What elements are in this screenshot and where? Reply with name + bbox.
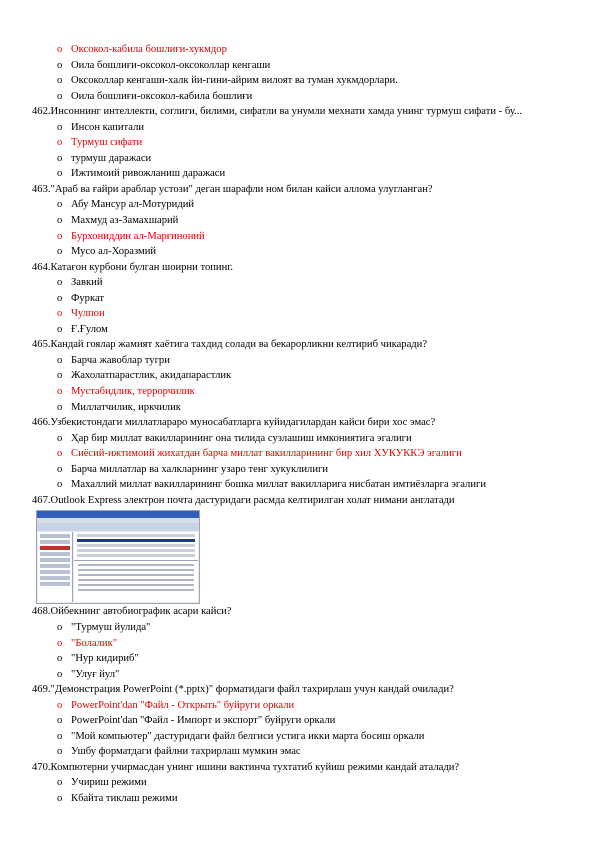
question-text: 463."Араб ва ғайри араблар устози" деган шарафли ном билан кайси аллома улугланган?: [32, 183, 433, 195]
answer-text: Барча жавоблар тугри: [71, 354, 170, 366]
answer-text: Фуркат: [71, 292, 105, 304]
bullet-icon: o: [57, 354, 63, 366]
answer-text: Оксоколлар кенгаши-халк йи-гини-айрим вилоят ва туман хукмдорлари.: [71, 75, 398, 87]
answer-text: Турмуш сифати: [71, 137, 143, 149]
answer-text: "Нур кидириб": [71, 653, 139, 665]
bullet-icon: o: [57, 246, 63, 258]
answer-text: Ҳар бир миллат вакилларининг она тилида сузлашиш имкониятига эгалиги: [71, 432, 412, 444]
bullet-icon: o: [57, 292, 63, 304]
answer-text: Оксокол-кабила бошлиғи-хукмдор: [71, 44, 227, 55]
bullet-icon: o: [57, 121, 63, 133]
answer-option: [32, 620, 572, 636]
bullet-icon: o: [57, 699, 63, 711]
question-text: 464.Катағон курбони булган шоирни топинг.: [32, 261, 234, 273]
answer-text: Барча миллатлар ва халкларнинг узаро тенг хукуклилиги: [71, 463, 329, 475]
document-body: [32, 42, 572, 807]
bullet-icon: o: [57, 777, 63, 789]
answer-option: [32, 73, 572, 89]
answer-option: [32, 744, 572, 760]
answer-option: [32, 791, 572, 807]
bullet-icon: o: [57, 230, 63, 242]
bullet-icon: o: [57, 168, 63, 180]
question-text: 466.Узбекистондаги миллатлараро муносабатларга куйидагилардан кайси бири хос эмас?: [32, 417, 436, 429]
answer-text: Жахолатпарастлик, акидапарастлик: [71, 370, 232, 382]
bullet-icon: o: [57, 715, 63, 727]
answer-text: Оила бошлиғи-оксокол-кабила бошлиғи: [71, 90, 253, 102]
answer-text: Мусо ал-Хоразмий: [71, 246, 157, 258]
question-text: 469."Демонстрация PowerPoint (*.pptx)" форматидаги файл тахрирлаш учун кандай очилади?: [32, 684, 454, 696]
answer-option: [32, 462, 572, 478]
bullet-icon: o: [57, 668, 63, 680]
bullet-icon: o: [57, 432, 63, 444]
bullet-icon: o: [57, 152, 63, 164]
answer-option: [32, 368, 572, 384]
bullet-icon: o: [57, 323, 63, 335]
answer-option: [32, 400, 572, 416]
bullet-icon: o: [57, 215, 63, 227]
answer-option: [32, 275, 572, 291]
answer-text: Ижтимоий ривожланиш даражаси: [71, 168, 226, 180]
answer-option-correct: [32, 698, 572, 714]
bullet-icon: o: [57, 44, 63, 55]
answer-option: [32, 244, 572, 260]
answer-option: [32, 667, 572, 683]
bullet-icon: o: [57, 448, 63, 460]
answer-text: Махаллий миллат вакилларининг бошка миллат вакилларига нисбатан имтиёзларга эгалиги: [71, 479, 487, 491]
bullet-icon: o: [57, 479, 63, 491]
bullet-icon: o: [57, 137, 63, 149]
answer-option-correct: [32, 42, 572, 58]
answer-option: [32, 58, 572, 74]
answer-option: [32, 197, 572, 213]
answer-option: [32, 651, 572, 667]
bullet-icon: o: [57, 463, 63, 475]
answer-option: [32, 713, 572, 729]
answer-option: [32, 151, 572, 167]
answer-text: "Болалик": [71, 637, 118, 649]
answer-option-correct: [32, 636, 572, 652]
answer-option: [32, 431, 572, 447]
answer-option-correct: [32, 306, 572, 322]
answer-option: [32, 120, 572, 136]
question-text: 468.Ойбекнинг автобиографик асари кайси?: [32, 606, 232, 618]
bullet-icon: o: [57, 637, 63, 649]
question-text: 467.Outlook Express электрон почта дастуридаги расмда келтирилган холат нимани англатади: [32, 494, 455, 506]
answer-text: Мустабидлик, террорчилик: [71, 386, 195, 398]
bullet-icon: o: [57, 730, 63, 742]
answer-text: Махмуд аз-Замахшарий: [71, 215, 179, 227]
bullet-icon: o: [57, 277, 63, 289]
bullet-icon: o: [57, 746, 63, 758]
answer-text: Ғ.Ғулом: [71, 323, 108, 335]
answer-text: Чулпон: [71, 308, 105, 320]
answer-option-correct: [32, 135, 572, 151]
bullet-icon: o: [57, 386, 63, 398]
answer-option: [32, 775, 572, 791]
answer-text: Абу Мансур ал-Мотуридий: [71, 199, 195, 211]
answer-option: [32, 213, 572, 229]
answer-text: Сиёсий-ижтимоий жихатдан барча миллат вакилларининг бир хил ХУКУККЭ эгалиги: [71, 448, 462, 460]
answer-text: Учириш режими: [71, 777, 147, 789]
answer-text: PowerPoint'dan "Файл - Открыть" буйруги оркали: [71, 699, 295, 711]
bullet-icon: o: [57, 75, 63, 87]
bullet-icon: o: [57, 621, 63, 633]
answer-text: "Турмуш йулида": [71, 621, 151, 633]
bullet-icon: o: [57, 370, 63, 382]
question-text: 462.Инсоннинг интеллекти, соглиги, билими, сифатли ва унумли мехнати хамда унинг турмуш сифати - бу...: [32, 106, 523, 118]
bullet-icon: o: [57, 401, 63, 413]
answer-option: [32, 89, 572, 105]
answer-option: [32, 322, 572, 338]
answer-text: Оила бошлиғи-оксокол-оксоколлар кенгаши: [71, 59, 271, 71]
answer-text: турмуш даражаси: [71, 152, 152, 164]
answer-text: Бурхониддин ал-Марғиноний: [71, 230, 205, 242]
answer-option: [32, 353, 572, 369]
answer-text: Миллатчилик, иркчилик: [71, 401, 181, 413]
bullet-icon: o: [57, 199, 63, 211]
question-text: 470.Компютерни учирмасдан унинг ишини вактинча тухтатиб куйиш режими кандай аталади?: [32, 761, 460, 773]
answer-text: "Мой компьютер" дастуридаги файл белгиси устига икки марта босиш оркали: [71, 730, 425, 742]
answer-option-correct: [32, 229, 572, 245]
answer-text: Кбайта тиклаш режими: [71, 792, 178, 804]
answer-option-correct: [32, 446, 572, 462]
bullet-icon: o: [57, 308, 63, 320]
answer-text: "Улуғ йул": [71, 668, 120, 680]
answer-option: [32, 477, 572, 493]
answer-option: [32, 166, 572, 182]
answer-option-correct: [32, 384, 572, 400]
bullet-icon: o: [57, 59, 63, 71]
bullet-icon: o: [57, 653, 63, 665]
bullet-icon: o: [57, 90, 63, 102]
answer-text: PowerPoint'dan ''Файл - Импорт и экспорт" буйруги оркали: [71, 715, 336, 727]
answer-option: [32, 291, 572, 307]
question-text: 465.Кандай гоялар жамият хаётига тахдид солади ва бекарорликни келтириб чикаради?: [32, 339, 428, 351]
outlook-express-screenshot: [36, 510, 200, 604]
bullet-icon: o: [57, 792, 63, 804]
answer-text: Завкий: [71, 277, 103, 289]
answer-option: [32, 729, 572, 745]
answer-text: Ушбу форматдаги файлни тахрирлаш мумкин эмас: [71, 746, 301, 758]
answer-text: Инсон капитали: [71, 121, 145, 133]
